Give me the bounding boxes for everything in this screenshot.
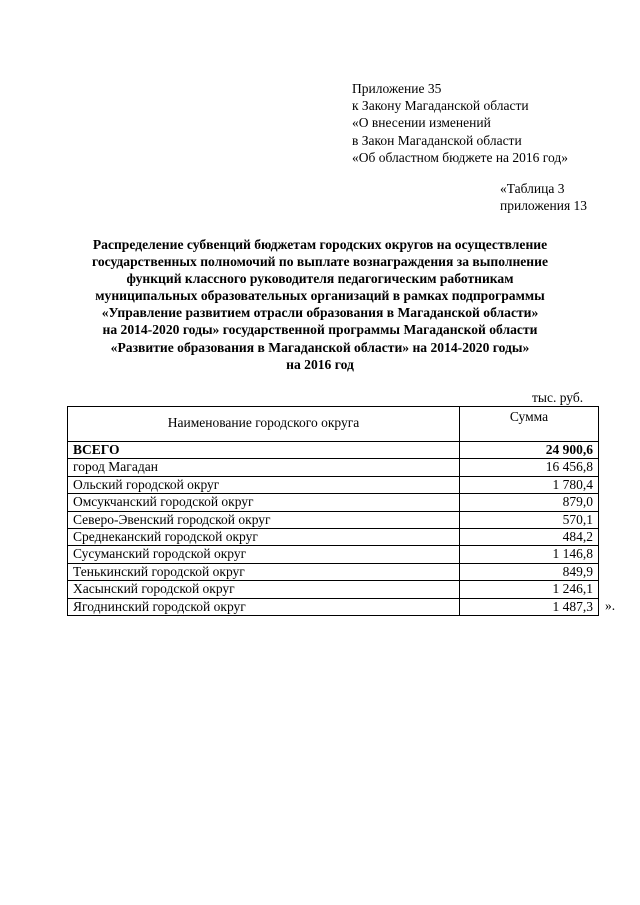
district-name: Ягоднинский городской округ [68,598,460,615]
table-reference-line: «Таблица 3 [500,181,565,196]
title-line: на 2014-2020 годы» государственной программы Магаданской области [102,322,538,338]
district-amount: 879,0 [460,494,599,511]
total-amount: 24 900,6 [460,442,599,459]
annex-line: «О внесении изменений [352,115,491,131]
district-amount: 1 246,1 [460,581,599,598]
header-amount: Сумма [460,407,599,442]
table-row [68,511,599,528]
closing-quote: ». [605,598,616,613]
district-name: Хасынский городской округ [68,581,460,598]
title-line: Распределение субвенций бюджетам городских округов на осуществление [92,237,548,252]
district-amount: 570,1 [460,511,599,528]
district-name: Омсукчанский городской округ [68,494,460,511]
table-row [68,476,599,493]
title-line: государственных полномочий по выплате вознаграждения за выполнение [91,254,549,270]
district-amount: 1 780,4 [460,476,599,493]
table-row [68,598,599,615]
table-header-row [68,407,599,442]
district-amount: 849,9 [460,563,599,580]
annex-line: «Об областном бюджете на 2016 год» [352,149,568,165]
table-row [68,494,599,511]
total-label: ВСЕГО [68,442,460,459]
district-amount: 484,2 [460,529,599,546]
district-name: Сусуманский городской округ [68,546,460,563]
table-reference-line: приложения 13 [500,198,588,214]
units-label: тыс. руб. [532,390,584,405]
subsidy-table [67,406,599,616]
table-row [68,563,599,580]
title-line: «Развитие образования в Магаданской области» на 2014-2020 годы» [110,339,530,355]
table-row [68,546,599,563]
annex-line: Приложение 35 [352,81,442,96]
title-line: муниципальных образовательных организаций в рамках подпрограммы [95,288,545,304]
document-title [40,236,600,373]
table-reference [500,180,587,214]
district-name: Ольский городской округ [68,476,460,493]
table-row-total [68,442,599,459]
title-line: «Управление развитием отрасли образования в Магаданской области» [101,305,539,321]
table-row [68,459,599,476]
district-name: город Магадан [68,459,460,476]
annex-line: к Закону Магаданской области [352,98,529,114]
title-line: функций классного руководителя педагогическим работникам [126,271,514,287]
title-line: на 2016 год [286,356,354,372]
district-amount: 1 487,3 [460,598,599,615]
table-row [68,529,599,546]
header-name: Наименование городского округа [68,407,460,442]
table-row [68,581,599,598]
annex-header [352,80,568,166]
district-name: Среднеканский городской округ [68,529,460,546]
district-amount: 1 146,8 [460,546,599,563]
district-amount: 16 456,8 [460,459,599,476]
district-name: Тенькинский городской округ [68,563,460,580]
district-name: Северо-Эвенский городской округ [68,511,460,528]
annex-line: в Закон Магаданской области [352,132,522,148]
